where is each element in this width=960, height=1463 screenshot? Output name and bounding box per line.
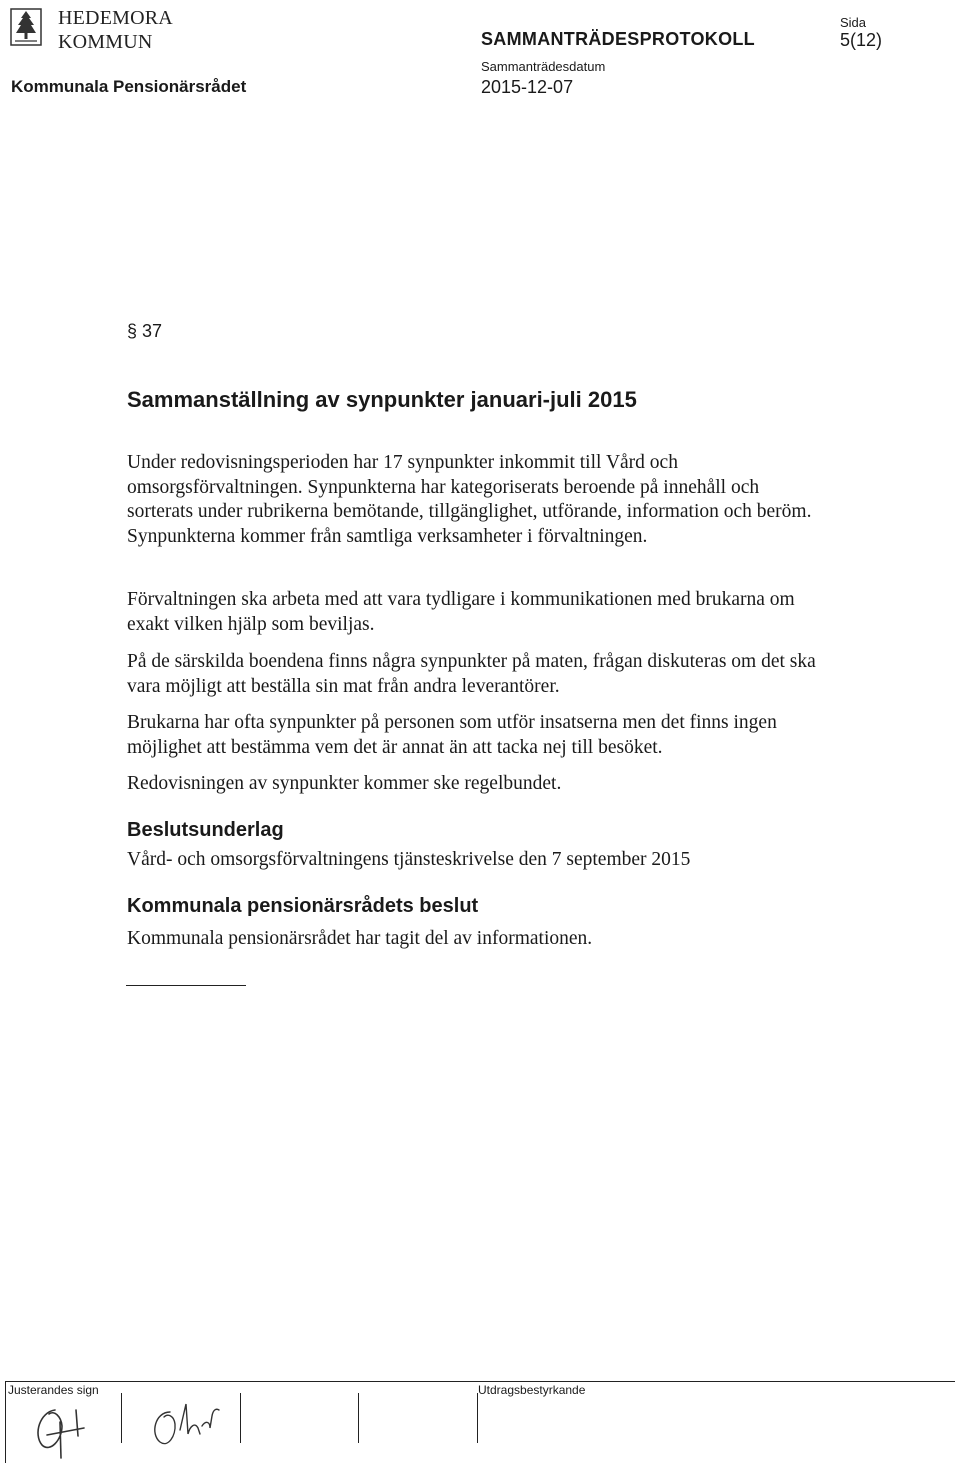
page-label: Sida [840, 15, 867, 30]
tree-emblem-icon [10, 8, 42, 46]
decision-heading: Kommunala pensionärsrådets beslut [127, 895, 479, 917]
signature-divider-4 [477, 1393, 478, 1443]
handwritten-signature-2 [155, 1404, 219, 1444]
meeting-date-label: Sammanträdesdatum [481, 59, 606, 74]
org-name-line1: HEDEMORA [58, 7, 173, 29]
handwritten-signature-1 [38, 1410, 84, 1458]
paragraph-number: § 37 [127, 321, 163, 341]
municipality-logo [10, 8, 42, 46]
basis-heading: Beslutsunderlag [127, 819, 284, 841]
signature-divider-3 [358, 1393, 359, 1443]
meeting-date: 2015-12-07 [481, 77, 574, 97]
body-paragraph-4: Brukarna har ofta synpunkter på personen som utför insatserna men det finns ingen möjlighet att bestämma vem det är annat än att tacka nej till besöket. [127, 712, 777, 758]
footer-top-border [5, 1381, 955, 1382]
body-paragraph-1: Under redovisningsperioden har 17 synpunkter inkommit till Vård och omsorgsförvaltningen. Synpunkterna har kategoriserats beroende på innehåll och sorterats under rubrikerna bemötande, tillgänglighet, utförande, information och beröm. Synpunkterna kommer från samtliga verksamheter i förvaltningen. [127, 452, 812, 547]
org-name-line2: KOMMUN [58, 31, 153, 53]
adjuster-sign-label: Justerandes sign [8, 1383, 99, 1397]
page-number: 5(12) [840, 30, 883, 50]
end-rule [126, 985, 246, 986]
council-name: Kommunala Pensionärsrådet [11, 77, 247, 96]
document-title: SAMMANTRÄDESPROTOKOLL [481, 29, 755, 49]
body-paragraph-2: Förvaltningen ska arbeta med att vara tydligare i kommunikationen med brukarna om exakt vilken hjälp som beviljas. [127, 589, 795, 635]
handwritten-signatures [0, 1390, 260, 1460]
body-paragraph-5: Redovisningen av synpunkter kommer ske regelbundet. [127, 773, 562, 794]
section-heading: Sammanställning av synpunkter januari-juli 2015 [127, 387, 637, 412]
decision-text: Kommunala pensionärsrådet har tagit del av informationen. [127, 928, 593, 949]
basis-text: Vård- och omsorgsförvaltningens tjänsteskrivelse den 7 september 2015 [127, 849, 691, 870]
body-paragraph-3: På de särskilda boendena finns några synpunkter på maten, frågan diskuteras om det ska vara möjligt att beställa sin mat från andra leverantörer. [127, 651, 816, 697]
extract-certification-label: Utdragsbestyrkande [478, 1383, 586, 1397]
